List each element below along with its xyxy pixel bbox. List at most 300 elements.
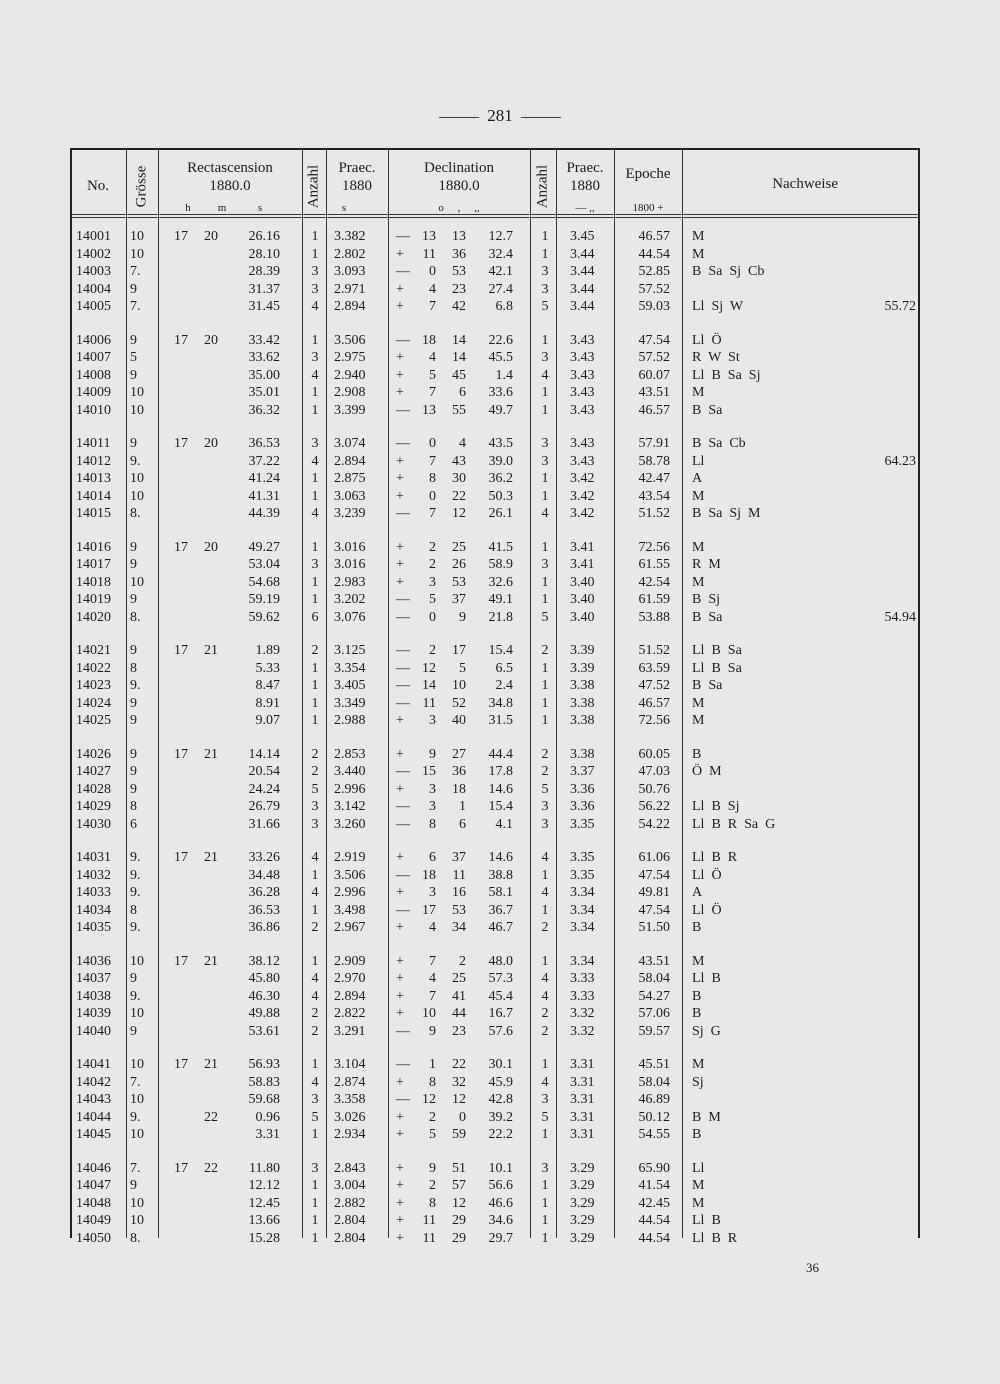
cell-ds: 39.0 xyxy=(488,453,513,469)
cell-ds: 29.7 xyxy=(488,1230,513,1246)
cell-sg: + xyxy=(396,385,404,400)
cell-pr: 2.996 xyxy=(334,781,366,797)
cell-pr: 2.843 xyxy=(334,1160,366,1176)
cell-ep: 59.57 xyxy=(638,1023,670,1039)
cell-dm: 14 xyxy=(452,350,466,365)
cell-ep: 44.54 xyxy=(638,1213,670,1228)
cell-sg: + xyxy=(396,539,404,555)
cell-pr2: 3.34 xyxy=(570,920,595,935)
cell-an2: 3 xyxy=(541,264,549,279)
cell-dm: 27 xyxy=(452,746,466,762)
cell-ds: 15.4 xyxy=(488,643,513,658)
header-nachweise-text: Nachweise xyxy=(772,176,838,192)
cell-dd: 2 xyxy=(429,1109,436,1125)
cell-an2: 1 xyxy=(541,385,549,400)
cell-dm: 6 xyxy=(459,385,466,400)
cell-s: 44.39 xyxy=(248,506,280,521)
cell-an2: 3 xyxy=(541,799,549,814)
cell-ds: 17.8 xyxy=(488,764,513,779)
cell-ds: 32.4 xyxy=(488,246,513,262)
cell-an2: 3 xyxy=(541,1092,549,1107)
cell-gr: 10 xyxy=(130,574,144,590)
cell-ra-hours: 17 xyxy=(174,1160,188,1176)
table-row xyxy=(70,677,920,695)
cell-gr: 10 xyxy=(130,1213,144,1228)
table-row xyxy=(70,884,920,902)
cell-an2: 1 xyxy=(541,539,549,555)
cell-ep: 58.04 xyxy=(638,971,670,986)
cell-dd: 5 xyxy=(429,1127,436,1142)
cell-dm: 26 xyxy=(452,557,466,572)
cell-nw: B Sa Sj M xyxy=(692,506,761,521)
cell-pr: 2.875 xyxy=(334,471,366,486)
cell-pr2: 3.31 xyxy=(570,1074,595,1090)
cell-an: 1 xyxy=(311,660,319,676)
cell-gr: 9 xyxy=(130,971,137,986)
cell-ra-minutes: 20 xyxy=(204,332,218,348)
cell-dd: 18 xyxy=(422,332,436,348)
cell-an: 1 xyxy=(311,1127,319,1142)
cell-ep: 60.05 xyxy=(638,746,670,762)
cell-dd: 4 xyxy=(429,920,436,935)
cell-an: 3 xyxy=(311,816,319,832)
cell-no: 14044 xyxy=(76,1109,111,1125)
cell-no: 14005 xyxy=(76,299,111,314)
cell-dd: 11 xyxy=(422,246,436,262)
cell-dd: 9 xyxy=(429,746,436,762)
cell-dm: 23 xyxy=(452,1023,466,1039)
cell-dd: 11 xyxy=(422,1213,436,1228)
cell-gr: 7. xyxy=(130,264,141,279)
cell-sg: — xyxy=(396,816,410,832)
cell-pr2: 3.32 xyxy=(570,1023,595,1039)
cell-dd: 3 xyxy=(429,781,436,797)
cell-pr2: 3.43 xyxy=(570,332,595,348)
cell-nw: M xyxy=(692,385,705,400)
cell-pr2: 3.29 xyxy=(570,1178,595,1193)
cell-ra-minutes: 21 xyxy=(204,953,218,969)
cell-ds: 58.9 xyxy=(488,557,513,572)
cell-sg: — xyxy=(396,506,410,521)
cell-ds: 36.2 xyxy=(488,471,513,486)
cell-s: 31.37 xyxy=(248,281,280,297)
header-decl-title: Declination xyxy=(424,160,494,176)
cell-ep: 54.27 xyxy=(638,988,670,1004)
cell-ds: 1.4 xyxy=(495,367,513,383)
table-row xyxy=(70,332,920,350)
cell-s: 12.12 xyxy=(248,1178,280,1193)
header-rule-double xyxy=(70,217,920,218)
cell-ep: 47.54 xyxy=(638,332,670,348)
cell-no: 14039 xyxy=(76,1006,111,1021)
cell-ds: 30.1 xyxy=(488,1057,513,1072)
cell-pr2: 3.40 xyxy=(570,609,595,625)
cell-sg: + xyxy=(396,299,404,314)
cell-sg: + xyxy=(396,1230,404,1246)
cell-s: 49.88 xyxy=(248,1006,280,1021)
cell-sg: + xyxy=(396,471,404,486)
cell-nw: Ll B xyxy=(692,1213,721,1228)
cell-ds: 10.1 xyxy=(488,1160,513,1176)
cell-ds: 45.5 xyxy=(488,350,513,365)
cell-gr: 9 xyxy=(130,367,137,383)
cell-ep: 46.57 xyxy=(638,695,670,711)
cell-ra-minutes: 21 xyxy=(204,643,218,658)
cell-dd: 0 xyxy=(429,609,436,625)
cell-pr2: 3.38 xyxy=(570,695,595,711)
cell-no: 14048 xyxy=(76,1195,111,1211)
cell-an: 3 xyxy=(311,799,319,814)
cell-nw: B Sa Cb xyxy=(692,436,746,451)
cell-dm: 36 xyxy=(452,246,466,262)
cell-ep: 46.57 xyxy=(638,402,670,418)
cell-pr2: 3.38 xyxy=(570,746,595,762)
cell-gr: 9 xyxy=(130,332,137,348)
cell-sg: + xyxy=(396,920,404,935)
cell-ds: 31.5 xyxy=(488,713,513,728)
cell-s: 38.12 xyxy=(248,953,280,969)
cell-an: 1 xyxy=(311,592,319,607)
cell-gr: 7. xyxy=(130,1160,141,1176)
cell-gr: 9 xyxy=(130,746,137,762)
cell-no: 14018 xyxy=(76,574,111,590)
cell-an2: 3 xyxy=(541,453,549,469)
cell-pr: 3.440 xyxy=(334,764,366,779)
cell-an: 5 xyxy=(311,1109,319,1125)
cell-no: 14035 xyxy=(76,920,111,935)
cell-dd: 13 xyxy=(422,402,436,418)
cell-ra-minutes: 20 xyxy=(204,436,218,451)
cell-dd: 9 xyxy=(429,1023,436,1039)
header-ra-s: s xyxy=(257,202,263,214)
cell-ep: 59.03 xyxy=(638,299,670,314)
cell-dm: 12 xyxy=(452,1092,466,1107)
table-row-group xyxy=(70,642,920,730)
table-row xyxy=(70,1212,920,1230)
cell-an2: 4 xyxy=(541,367,549,383)
cell-ds: 45.9 xyxy=(488,1074,513,1090)
cell-nw: B M xyxy=(692,1109,721,1125)
cell-no: 14014 xyxy=(76,488,111,504)
cell-an2: 3 xyxy=(541,816,549,832)
cell-nw: M xyxy=(692,1178,705,1193)
cell-an2: 4 xyxy=(541,971,549,986)
cell-ep: 47.52 xyxy=(638,678,670,693)
cell-s: 53.61 xyxy=(248,1023,280,1039)
table-row xyxy=(70,1195,920,1213)
cell-nw: M xyxy=(692,1057,705,1072)
cell-pr: 3.093 xyxy=(334,264,366,279)
cell-dm: 22 xyxy=(452,1057,466,1072)
cell-ep: 57.52 xyxy=(638,350,670,365)
cell-s: 36.28 xyxy=(248,885,280,900)
cell-dm: 53 xyxy=(452,902,466,918)
table-row xyxy=(70,1109,920,1127)
cell-sg: — xyxy=(396,436,410,451)
cell-s: 41.31 xyxy=(248,488,280,504)
cell-no: 14042 xyxy=(76,1074,111,1090)
cell-pr: 3.202 xyxy=(334,592,366,607)
cell-an: 2 xyxy=(311,764,319,779)
table-row xyxy=(70,642,920,660)
cell-ds: 43.5 xyxy=(488,436,513,451)
cell-ep: 54.55 xyxy=(638,1127,670,1142)
cell-dm: 16 xyxy=(452,885,466,900)
cell-gr: 10 xyxy=(130,488,144,504)
cell-no: 14040 xyxy=(76,1023,111,1039)
cell-pr: 2.874 xyxy=(334,1074,366,1090)
cell-s: 11.80 xyxy=(249,1160,280,1176)
cell-pr2: 3.29 xyxy=(570,1230,595,1246)
cell-s: 36.53 xyxy=(248,436,280,451)
table-row xyxy=(70,609,920,627)
cell-an2: 2 xyxy=(541,1023,549,1039)
cell-nw: Ll B Sj xyxy=(692,799,740,814)
cell-dd: 2 xyxy=(429,557,436,572)
cell-gr: 9 xyxy=(130,764,137,779)
cell-no: 14027 xyxy=(76,764,111,779)
table-row xyxy=(70,574,920,592)
header-anzahl: Anzahl xyxy=(305,164,322,209)
cell-dd: 0 xyxy=(429,436,436,451)
cell-sg: + xyxy=(396,1160,404,1176)
cell-dm: 59 xyxy=(452,1127,466,1142)
cell-dm: 43 xyxy=(452,453,466,469)
cell-an: 1 xyxy=(311,695,319,711)
cell-ep: 47.54 xyxy=(638,867,670,883)
cell-dm: 42 xyxy=(452,299,466,314)
cell-an: 3 xyxy=(311,264,319,279)
cell-pr: 2.975 xyxy=(334,350,366,365)
cell-nw: B Sa xyxy=(692,402,723,418)
cell-an2: 1 xyxy=(541,488,549,504)
cell-an: 1 xyxy=(311,953,319,969)
cell-gr: 10 xyxy=(130,229,144,244)
cell-nw: M xyxy=(692,229,705,244)
cell-s: 28.39 xyxy=(248,264,280,279)
cell-no: 14011 xyxy=(76,436,111,451)
cell-pr: 3.142 xyxy=(334,799,366,814)
cell-pr2: 3.29 xyxy=(570,1213,595,1228)
cell-dm: 45 xyxy=(452,367,466,383)
cell-no: 14008 xyxy=(76,367,111,383)
cell-nw: R W St xyxy=(692,350,740,365)
cell-pr: 2.940 xyxy=(334,367,366,383)
cell-dm: 17 xyxy=(452,643,466,658)
cell-ds: 49.1 xyxy=(488,592,513,607)
cell-ds: 46.6 xyxy=(488,1195,513,1211)
cell-nw: M xyxy=(692,574,705,590)
cell-dm: 2 xyxy=(459,953,466,969)
cell-ds: 14.6 xyxy=(488,781,513,797)
cell-pr2: 3.32 xyxy=(570,1006,595,1021)
cell-dm: 53 xyxy=(452,574,466,590)
cell-an: 4 xyxy=(311,971,319,986)
cell-dm: 29 xyxy=(452,1213,466,1228)
cell-pr2: 3.29 xyxy=(570,1195,595,1211)
cell-sg: — xyxy=(396,1057,410,1072)
cell-an2: 4 xyxy=(541,1074,549,1090)
cell-dd: 0 xyxy=(429,488,436,504)
cell-gr: 5 xyxy=(130,350,137,365)
cell-ep: 44.54 xyxy=(638,246,670,262)
table-row xyxy=(70,470,920,488)
cell-an2: 5 xyxy=(541,609,549,625)
cell-sg: — xyxy=(396,1092,410,1107)
table-row-group xyxy=(70,539,920,627)
table-row xyxy=(70,384,920,402)
cell-an2: 1 xyxy=(541,953,549,969)
table-row-group xyxy=(70,953,920,1041)
cell-an: 4 xyxy=(311,299,319,314)
cell-dd: 10 xyxy=(422,1006,436,1021)
cell-no: 14024 xyxy=(76,695,111,711)
cell-an: 1 xyxy=(311,488,319,504)
cell-an: 2 xyxy=(311,643,319,658)
cell-ds: 38.8 xyxy=(488,867,513,883)
cell-ex: 54.94 xyxy=(884,609,916,625)
cell-ep: 65.90 xyxy=(638,1160,670,1176)
cell-sg: — xyxy=(396,678,410,693)
cell-dd: 7 xyxy=(429,385,436,400)
cell-ex: 64.23 xyxy=(884,453,916,469)
cell-dd: 15 xyxy=(422,764,436,779)
cell-pr: 3.405 xyxy=(334,678,366,693)
cell-s: 5.33 xyxy=(255,660,280,676)
table-row xyxy=(70,1005,920,1023)
cell-gr: 8. xyxy=(130,609,141,625)
cell-s: 14.14 xyxy=(248,746,280,762)
table-row xyxy=(70,816,920,834)
cell-no: 14019 xyxy=(76,592,111,607)
table-row xyxy=(70,367,920,385)
cell-gr: 8 xyxy=(130,799,137,814)
cell-nw: B xyxy=(692,746,702,762)
cell-ds: 39.2 xyxy=(488,1109,513,1125)
cell-pr2: 3.34 xyxy=(570,902,595,918)
cell-an2: 1 xyxy=(541,1213,549,1228)
cell-sg: + xyxy=(396,557,404,572)
cell-gr: 7. xyxy=(130,299,141,314)
cell-an2: 1 xyxy=(541,660,549,676)
cell-pr2: 3.43 xyxy=(570,436,595,451)
cell-ep: 53.88 xyxy=(638,609,670,625)
cell-an2: 1 xyxy=(541,902,549,918)
cell-pr2: 3.43 xyxy=(570,402,595,418)
cell-pr: 2.804 xyxy=(334,1213,366,1228)
cell-s: 1.89 xyxy=(255,643,280,658)
header-ra-epoch: 1880.0 xyxy=(209,178,251,194)
cell-ds: 26.1 xyxy=(488,506,513,521)
cell-s: 36.32 xyxy=(248,402,280,418)
cell-ds: 34.8 xyxy=(488,695,513,711)
cell-dm: 5 xyxy=(459,660,466,676)
header-nachweise xyxy=(682,176,918,193)
cell-sg: + xyxy=(396,781,404,797)
page-number-dash-left xyxy=(439,117,479,118)
cell-pr: 3.354 xyxy=(334,660,366,676)
header-ra-title: Rectascension xyxy=(187,160,273,176)
cell-gr: 9 xyxy=(130,643,137,658)
cell-ds: 22.2 xyxy=(488,1127,513,1142)
table-row xyxy=(70,1091,920,1109)
table-row-group xyxy=(70,849,920,937)
cell-no: 14006 xyxy=(76,332,111,348)
cell-pr2: 3.36 xyxy=(570,799,595,814)
cell-dd: 4 xyxy=(429,350,436,365)
cell-gr: 9 xyxy=(130,281,137,297)
cell-sg: — xyxy=(396,609,410,625)
cell-an: 3 xyxy=(311,350,319,365)
cell-nw: A xyxy=(692,471,703,486)
cell-ds: 45.4 xyxy=(488,988,513,1004)
cell-sg: + xyxy=(396,1006,404,1021)
cell-sg: + xyxy=(396,281,404,297)
cell-ds: 4.1 xyxy=(495,816,513,832)
cell-ep: 46.89 xyxy=(638,1092,670,1107)
cell-pr: 3.260 xyxy=(334,816,366,832)
cell-sg: — xyxy=(396,660,410,676)
cell-pr: 2.988 xyxy=(334,713,366,728)
cell-pr: 3.498 xyxy=(334,902,366,918)
cell-sg: + xyxy=(396,1127,404,1142)
cell-an: 1 xyxy=(311,402,319,418)
cell-dm: 13 xyxy=(452,229,466,244)
cell-an: 1 xyxy=(311,1230,319,1246)
cell-an: 1 xyxy=(311,1057,319,1072)
cell-ra-hours: 17 xyxy=(174,953,188,969)
cell-an: 1 xyxy=(311,332,319,348)
cell-gr: 9. xyxy=(130,850,141,865)
cell-nw: M xyxy=(692,1195,705,1211)
cell-pr: 3.016 xyxy=(334,539,366,555)
cell-an2: 1 xyxy=(541,402,549,418)
table-row xyxy=(70,660,920,678)
table-row xyxy=(70,695,920,713)
cell-no: 14031 xyxy=(76,850,111,865)
cell-dd: 2 xyxy=(429,539,436,555)
cell-ep: 61.59 xyxy=(638,592,670,607)
cell-an: 1 xyxy=(311,574,319,590)
cell-s: 53.04 xyxy=(248,557,280,572)
table-row xyxy=(70,539,920,557)
cell-ep: 42.47 xyxy=(638,471,670,486)
cell-an2: 3 xyxy=(541,557,549,572)
cell-gr: 10 xyxy=(130,1006,144,1021)
cell-no: 14022 xyxy=(76,660,111,676)
cell-dm: 57 xyxy=(452,1178,466,1193)
cell-sg: + xyxy=(396,574,404,590)
cell-gr: 10 xyxy=(130,1057,144,1072)
cell-an: 4 xyxy=(311,885,319,900)
cell-pr: 2.853 xyxy=(334,746,366,762)
cell-sg: + xyxy=(396,1213,404,1228)
cell-pr: 3.506 xyxy=(334,867,366,883)
cell-dm: 23 xyxy=(452,281,466,297)
table-row-group xyxy=(70,1056,920,1144)
cell-an2: 1 xyxy=(541,592,549,607)
cell-gr: 10 xyxy=(130,1127,144,1142)
cell-s: 31.45 xyxy=(248,299,280,314)
cell-sg: — xyxy=(396,867,410,883)
cell-pr2: 3.44 xyxy=(570,264,595,279)
cell-ds: 46.7 xyxy=(488,920,513,935)
cell-pr2: 3.39 xyxy=(570,660,595,676)
cell-dd: 6 xyxy=(429,850,436,865)
cell-pr2: 3.43 xyxy=(570,367,595,383)
cell-an2: 1 xyxy=(541,1178,549,1193)
cell-nw: Sj xyxy=(692,1074,704,1090)
